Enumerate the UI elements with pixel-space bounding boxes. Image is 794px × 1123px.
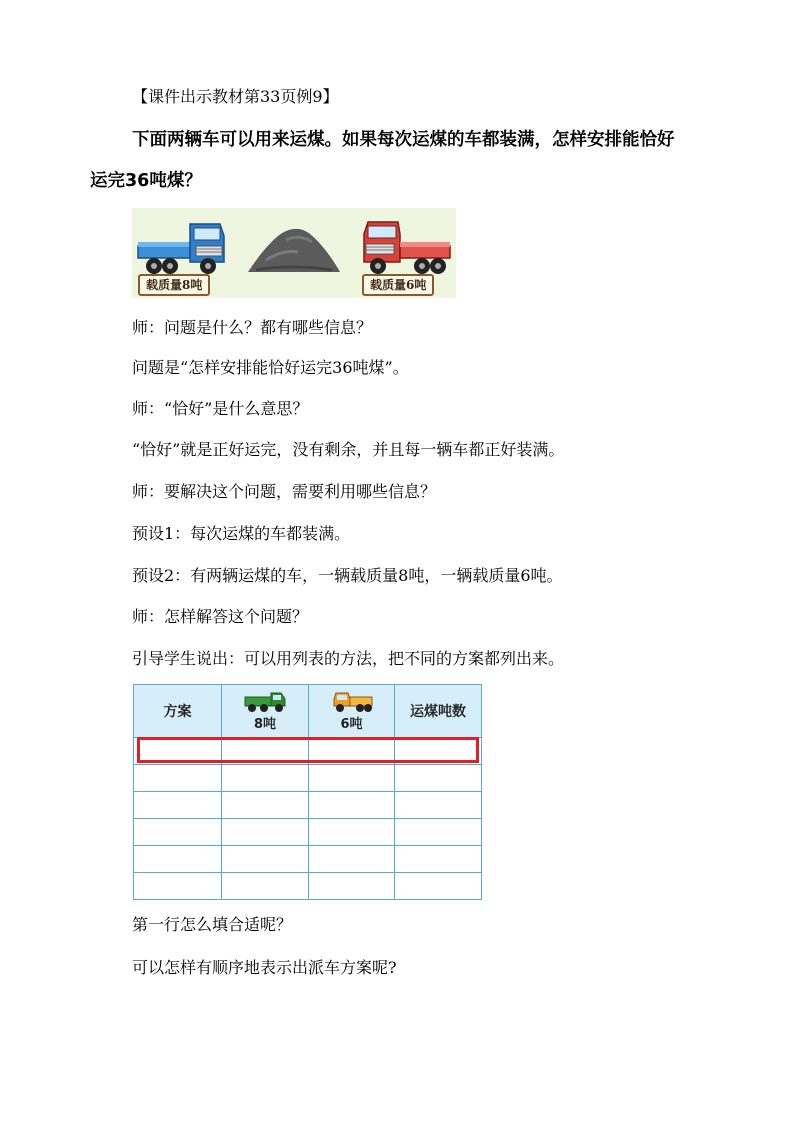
table-row <box>134 792 482 819</box>
paragraph-2: 问题是“怎样安排能恰好运完36吨煤”。 <box>132 358 409 377</box>
paragraph-9: 引导学生说出：可以用列表的方法，把不同的方案都列出来。 <box>132 649 565 668</box>
table-cell[interactable] <box>134 819 222 846</box>
red-truck-caption: 载质量6吨 <box>362 274 434 296</box>
plan-table-figure <box>133 684 481 899</box>
header-truck-8 <box>222 685 309 738</box>
blue-truck-caption: 载质量8吨 <box>138 274 210 296</box>
blue-truck-icon <box>136 216 228 278</box>
first-row-highlight <box>137 737 479 763</box>
table-cell[interactable] <box>395 765 482 792</box>
red-truck-icon <box>360 216 452 278</box>
coal-pile-icon <box>246 220 342 274</box>
table-cell[interactable] <box>395 819 482 846</box>
paragraph-8: 师：怎样解答这个问题？ <box>132 607 309 626</box>
table-header-row <box>134 685 482 738</box>
table-cell[interactable] <box>309 792 395 819</box>
green-truck-icon <box>243 691 287 713</box>
table-cell[interactable] <box>309 846 395 873</box>
plan-table <box>133 684 482 900</box>
table-cell[interactable] <box>309 873 395 900</box>
table-cell[interactable] <box>309 765 395 792</box>
question-2: 可以怎样有顺序地表示出派车方案呢? <box>132 958 397 977</box>
paragraph-4: “恰好”就是正好运完，没有剩余，并且每一辆车都正好装满。 <box>132 440 565 459</box>
paragraph-1: 师：问题是什么？都有哪些信息？ <box>132 318 373 337</box>
header-truck-8-label: 8吨 <box>253 716 277 732</box>
table-cell[interactable] <box>222 873 309 900</box>
table-row <box>134 846 482 873</box>
header-truck-6 <box>309 685 395 738</box>
header-total: 运煤吨数 <box>395 685 482 738</box>
table-cell[interactable] <box>222 846 309 873</box>
orange-truck-icon <box>330 691 374 713</box>
table-row <box>134 819 482 846</box>
table-cell[interactable] <box>222 819 309 846</box>
header-plan: 方案 <box>134 685 222 738</box>
table-cell[interactable] <box>134 765 222 792</box>
paragraph-6: 预设1：每次运煤的车都装满。 <box>132 524 351 543</box>
table-cell[interactable] <box>395 846 482 873</box>
table-cell[interactable] <box>222 792 309 819</box>
table-cell[interactable] <box>222 765 309 792</box>
table-cell[interactable] <box>395 792 482 819</box>
paragraph-5: 师：要解决这个问题，需要利用哪些信息？ <box>132 482 437 501</box>
paragraph-7: 预设2：有两辆运煤的车，一辆载质量8吨，一辆载质量6吨。 <box>132 566 563 585</box>
question-1: 第一行怎么填合适呢？ <box>132 915 293 934</box>
table-row <box>134 765 482 792</box>
problem-line-2: 运完36吨煤？ <box>90 171 202 191</box>
problem-line-1: 下面两辆车可以用来运煤。如果每次运煤的车都装满，怎样安排能恰好 <box>132 130 675 150</box>
header-truck-6-label: 6吨 <box>340 716 363 732</box>
table-cell[interactable] <box>134 846 222 873</box>
paragraph-3: 师：“恰好”是什么意思？ <box>132 399 309 418</box>
table-row <box>134 873 482 900</box>
table-cell[interactable] <box>134 792 222 819</box>
reference-line: 【课件出示教材第33页例9】 <box>132 87 339 106</box>
table-cell[interactable] <box>309 819 395 846</box>
table-cell[interactable] <box>395 873 482 900</box>
trucks-coal-illustration <box>132 208 456 298</box>
table-cell[interactable] <box>134 873 222 900</box>
